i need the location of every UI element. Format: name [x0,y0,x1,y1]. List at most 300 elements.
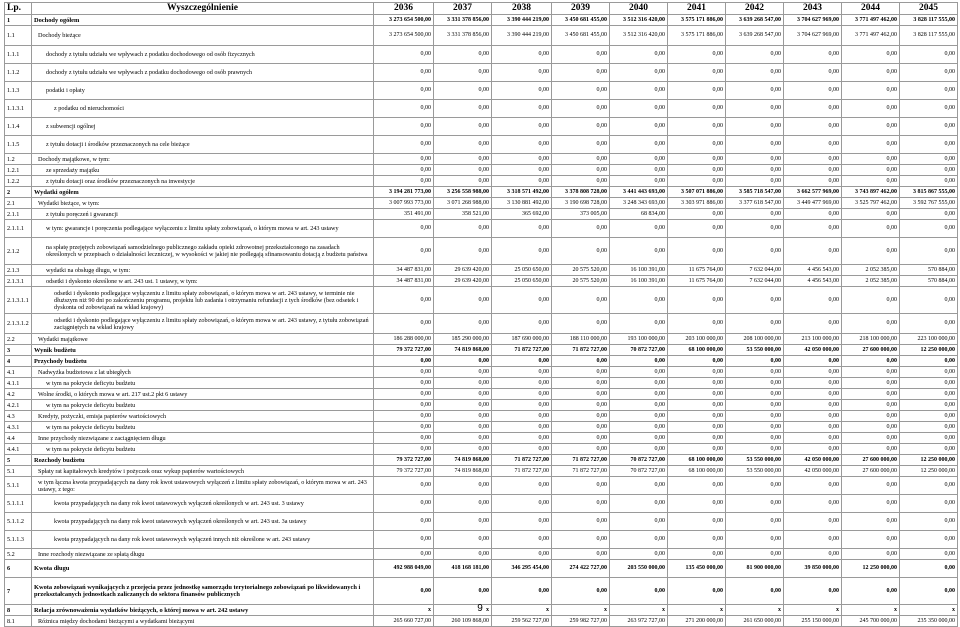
value-cell: 71 872 727,00 [492,466,552,477]
value-cell: 0,00 [784,389,842,400]
row-description: z podatku od nieruchomości [32,100,374,118]
value-cell: 0,00 [552,238,610,265]
table-row [5,400,958,411]
value-cell: 0,00 [842,209,900,220]
value-cell: 0,00 [784,238,842,265]
value-cell: 0,00 [434,477,492,495]
table-row [5,334,958,345]
value-cell: 0,00 [610,314,668,334]
value-cell: 0,00 [374,64,434,82]
row-description: Kredyty, pożyczki, emisja papierów wartościowych [32,411,374,422]
value-cell: 0,00 [668,378,726,389]
value-cell: 0,00 [726,154,784,165]
table-row [5,466,958,477]
value-cell: 0,00 [900,82,958,100]
value-cell: 0,00 [374,154,434,165]
table-row [5,560,958,578]
value-cell: 0,00 [900,100,958,118]
value-cell: 0,00 [434,287,492,314]
value-cell: 0,00 [374,477,434,495]
table-row [5,100,958,118]
value-cell: 0,00 [668,433,726,444]
value-cell: 0,00 [374,495,434,513]
value-cell: 0,00 [842,422,900,433]
row-number: 1.2.2 [5,176,32,187]
row-description: Dochody ogółem [32,15,374,26]
value-cell: 71 872 727,00 [552,345,610,356]
value-cell: 203 550 000,00 [610,560,668,578]
value-cell: 0,00 [552,389,610,400]
value-cell: 0,00 [842,531,900,549]
value-cell: 0,00 [842,477,900,495]
value-cell: 0,00 [434,549,492,560]
row-number: 1.1.2 [5,64,32,82]
value-cell: 187 690 000,00 [492,334,552,345]
value-cell: 0,00 [842,220,900,238]
value-cell: 0,00 [668,422,726,433]
value-cell: 0,00 [900,578,958,605]
value-cell: 3 704 627 969,00 [784,15,842,26]
value-cell: 0,00 [726,578,784,605]
value-cell: x [434,605,492,616]
row-number: 5.2 [5,549,32,560]
value-cell: 0,00 [668,549,726,560]
row-description: kwota przypadających na dany rok kwot ustawowych wyłączeń innych niż określone w art. 243 ustawy [32,531,374,549]
value-cell: 0,00 [552,433,610,444]
value-cell: 3 303 971 886,00 [668,198,726,209]
value-cell: 3 450 681 455,00 [552,15,610,26]
row-number: 2.1.3.1.1 [5,287,32,314]
value-cell: 0,00 [784,64,842,82]
value-cell: 0,00 [492,314,552,334]
value-cell: 0,00 [784,367,842,378]
value-cell: 0,00 [842,411,900,422]
value-cell: 0,00 [668,578,726,605]
row-number: 4.2.1 [5,400,32,411]
row-number: 4.1.1 [5,378,32,389]
value-cell: 3 450 681 455,00 [552,26,610,46]
value-cell: 79 372 727,00 [374,455,434,466]
value-cell: 0,00 [374,165,434,176]
value-cell: 0,00 [726,389,784,400]
value-cell: 0,00 [726,176,784,187]
value-cell: 0,00 [842,238,900,265]
value-cell: 11 675 764,00 [668,276,726,287]
value-cell: 0,00 [784,433,842,444]
value-cell: 0,00 [374,238,434,265]
value-cell: 0,00 [668,176,726,187]
value-cell: 0,00 [784,531,842,549]
value-cell: 16 100 391,00 [610,265,668,276]
value-cell: 20 575 520,00 [552,265,610,276]
value-cell: 185 290 000,00 [434,334,492,345]
value-cell: 0,00 [552,220,610,238]
value-cell: 0,00 [434,531,492,549]
value-cell: 218 100 000,00 [842,334,900,345]
value-cell: 0,00 [492,531,552,549]
value-cell: 0,00 [668,513,726,531]
row-number: 2 [5,187,32,198]
value-cell: 0,00 [726,314,784,334]
value-cell: 0,00 [434,378,492,389]
row-number: 3 [5,345,32,356]
value-cell: x [784,605,842,616]
value-cell: 29 639 420,00 [434,265,492,276]
page-number: 9 [477,603,483,614]
header-row [5,3,958,15]
value-cell: 193 100 000,00 [610,334,668,345]
value-cell: 260 109 868,00 [434,616,492,627]
value-cell: x [552,605,610,616]
table-row [5,578,958,605]
value-cell: 0,00 [552,136,610,154]
value-cell: 0,00 [610,578,668,605]
value-cell: 11 675 764,00 [668,265,726,276]
value-cell: 0,00 [610,220,668,238]
value-cell: 0,00 [374,378,434,389]
value-cell: 0,00 [900,513,958,531]
value-cell: 0,00 [610,400,668,411]
table-body [5,15,958,627]
value-cell: 0,00 [784,314,842,334]
table-row [5,154,958,165]
value-cell: 0,00 [784,444,842,455]
row-number: 5.1.1.1 [5,495,32,513]
value-cell: 0,00 [668,531,726,549]
row-number: 7 [5,578,32,605]
value-cell: x [842,605,900,616]
value-cell: 7 632 044,00 [726,265,784,276]
value-cell: 203 100 000,00 [668,334,726,345]
value-cell: 71 872 727,00 [492,455,552,466]
value-cell: 0,00 [900,400,958,411]
value-cell: 0,00 [842,314,900,334]
forecast-table [4,2,958,627]
value-cell: 3 390 444 219,00 [492,15,552,26]
value-cell: 3 248 343 693,00 [610,198,668,209]
value-cell: 0,00 [610,389,668,400]
value-cell: 0,00 [726,209,784,220]
value-cell: 0,00 [900,477,958,495]
row-number: 1 [5,15,32,26]
value-cell: 0,00 [726,287,784,314]
value-cell: 0,00 [492,549,552,560]
value-cell: 0,00 [552,82,610,100]
value-cell: 3 331 378 856,00 [434,26,492,46]
table-row [5,15,958,26]
value-cell: 0,00 [552,411,610,422]
value-cell: 71 872 727,00 [552,466,610,477]
value-cell: 0,00 [900,389,958,400]
value-cell: 70 872 727,00 [610,345,668,356]
table-row [5,220,958,238]
value-cell: 0,00 [668,400,726,411]
value-cell: 3 662 577 969,00 [784,187,842,198]
value-cell: 0,00 [900,367,958,378]
table-row [5,209,958,220]
value-cell: 70 872 727,00 [610,455,668,466]
value-cell: 42 050 000,00 [784,345,842,356]
value-cell: 0,00 [726,433,784,444]
row-number: 2.2 [5,334,32,345]
value-cell: 0,00 [374,220,434,238]
value-cell: 0,00 [900,46,958,64]
value-cell: 418 168 181,00 [434,560,492,578]
value-cell: 0,00 [784,400,842,411]
value-cell: 3 390 444 219,00 [492,26,552,46]
table-row [5,46,958,64]
value-cell: 0,00 [610,367,668,378]
row-description: Różnica między dochodami bieżącymi a wydatkami bieżącymi [32,616,374,627]
value-cell: 0,00 [610,118,668,136]
value-cell: 0,00 [842,367,900,378]
value-cell: 0,00 [726,400,784,411]
row-number: 1.1.5 [5,136,32,154]
value-cell: 3 828 117 555,00 [900,15,958,26]
value-cell: 0,00 [610,356,668,367]
value-cell: 0,00 [492,400,552,411]
row-number: 1.1.1 [5,46,32,64]
value-cell: 255 150 000,00 [784,616,842,627]
table-row [5,118,958,136]
value-cell: 0,00 [552,165,610,176]
value-cell: 68 100 000,00 [668,455,726,466]
table-row [5,531,958,549]
value-cell: 0,00 [784,477,842,495]
table-row [5,82,958,100]
table-row [5,314,958,334]
value-cell: 0,00 [492,64,552,82]
table-row [5,356,958,367]
row-description: dochody z tytułu udziału we wpływach z podatku dochodowego od osób prawnych [32,64,374,82]
value-cell: 20 575 520,00 [552,276,610,287]
value-cell: 0,00 [668,165,726,176]
value-cell: 0,00 [610,422,668,433]
value-cell: 492 988 049,00 [374,560,434,578]
header-year: 2040 [610,3,668,15]
value-cell: 3 273 654 500,00 [374,15,434,26]
value-cell: 0,00 [900,356,958,367]
row-description: kwota przypadających na dany rok kwot ustawowych wyłączeń określonych w art. 243 ust. 3 ustawy [32,495,374,513]
row-description: Inne rozchody niezwiązane ze spłatą długu [32,549,374,560]
value-cell: 3 575 171 886,00 [668,15,726,26]
value-cell: 0,00 [842,400,900,411]
value-cell: 3 507 071 886,00 [668,187,726,198]
value-cell: 42 050 000,00 [784,466,842,477]
row-description: Wydatki bieżące, w tym: [32,198,374,209]
value-cell: 0,00 [374,444,434,455]
value-cell: 0,00 [492,82,552,100]
value-cell: 0,00 [492,154,552,165]
value-cell: 0,00 [610,495,668,513]
value-cell: 0,00 [842,136,900,154]
value-cell: 0,00 [610,444,668,455]
value-cell: 0,00 [784,176,842,187]
table-row [5,495,958,513]
value-cell: 4 456 543,00 [784,276,842,287]
value-cell: 0,00 [434,411,492,422]
value-cell: 0,00 [610,100,668,118]
row-number: 5.1.1 [5,477,32,495]
value-cell: 0,00 [784,378,842,389]
value-cell: 12 250 000,00 [842,560,900,578]
value-cell: 0,00 [374,411,434,422]
value-cell: 0,00 [492,433,552,444]
value-cell: 0,00 [434,154,492,165]
value-cell: 0,00 [610,513,668,531]
value-cell: 373 005,00 [552,209,610,220]
value-cell: 0,00 [842,356,900,367]
value-cell: 0,00 [842,444,900,455]
value-cell: 0,00 [668,209,726,220]
row-number: 2.1.1.1 [5,220,32,238]
row-description: z tytułu dotacji i środków przeznaczonych na cele bieżące [32,136,374,154]
value-cell: 0,00 [434,118,492,136]
value-cell: 0,00 [668,411,726,422]
value-cell: 0,00 [900,444,958,455]
value-cell: 0,00 [668,314,726,334]
row-description: z tytułu dotacji oraz środków przeznaczonych na inwestycje [32,176,374,187]
value-cell: 0,00 [900,238,958,265]
value-cell: 0,00 [434,314,492,334]
value-cell: 223 100 000,00 [900,334,958,345]
table-row [5,444,958,455]
value-cell: 0,00 [552,495,610,513]
value-cell: 0,00 [374,176,434,187]
value-cell: 0,00 [668,287,726,314]
value-cell: 0,00 [900,549,958,560]
header-description: Wyszczególnienie [32,3,374,15]
value-cell: 3 639 268 547,00 [726,15,784,26]
value-cell: 0,00 [668,238,726,265]
value-cell: 0,00 [726,136,784,154]
row-description: odsetki i dyskonto podlegające wyłączeniu z limitu spłaty zobowiązań, o którym mowa w art. 243 ustawy, z tytułu zobowiązań zaciągniętych na wkład krajowy [32,314,374,334]
value-cell: 0,00 [610,378,668,389]
value-cell: 3 575 171 886,00 [668,26,726,46]
value-cell: 0,00 [552,356,610,367]
value-cell: 0,00 [668,46,726,64]
value-cell: 0,00 [668,136,726,154]
table-row [5,513,958,531]
value-cell: 0,00 [434,136,492,154]
row-number: 2.1.2 [5,238,32,265]
value-cell: 0,00 [900,531,958,549]
value-cell: 0,00 [726,422,784,433]
value-cell: 0,00 [434,220,492,238]
value-cell: 263 972 727,00 [610,616,668,627]
value-cell: 0,00 [842,82,900,100]
value-cell: 271 200 000,00 [668,616,726,627]
table-row [5,422,958,433]
value-cell: 0,00 [610,411,668,422]
row-number: 4 [5,356,32,367]
value-cell: 0,00 [784,356,842,367]
value-cell: 0,00 [610,154,668,165]
value-cell: 0,00 [784,118,842,136]
value-cell: 0,00 [726,549,784,560]
value-cell: 259 562 727,00 [492,616,552,627]
value-cell: 70 872 727,00 [610,466,668,477]
value-cell: 0,00 [610,46,668,64]
value-cell: 0,00 [374,287,434,314]
value-cell: 0,00 [726,64,784,82]
value-cell: 0,00 [668,389,726,400]
value-cell: x [900,605,958,616]
table-row [5,265,958,276]
value-cell: 0,00 [668,220,726,238]
value-cell: 0,00 [434,389,492,400]
value-cell: 0,00 [492,220,552,238]
value-cell: 0,00 [842,287,900,314]
value-cell: 3 512 316 420,00 [610,15,668,26]
value-cell: 0,00 [610,82,668,100]
row-description: odsetki i dyskonto określone w art. 243 ust. 1 ustawy, w tym: [32,276,374,287]
value-cell: 0,00 [492,367,552,378]
value-cell: 0,00 [492,378,552,389]
value-cell: 0,00 [610,477,668,495]
value-cell: 0,00 [552,314,610,334]
table-row [5,345,958,356]
row-number: 8.1 [5,616,32,627]
value-cell: 0,00 [434,433,492,444]
value-cell: 188 110 000,00 [552,334,610,345]
value-cell: 0,00 [552,46,610,64]
value-cell: 27 600 000,00 [842,466,900,477]
value-cell: x [610,605,668,616]
value-cell: 245 700 000,00 [842,616,900,627]
row-description: Relacja zrównoważenia wydatków bieżących, o której mowa w art. 242 ustawy [32,605,374,616]
value-cell: 0,00 [900,176,958,187]
table-row [5,616,958,627]
value-cell: x [726,605,784,616]
value-cell: 3 592 767 555,00 [900,198,958,209]
row-number: 5 [5,455,32,466]
value-cell: 0,00 [900,154,958,165]
value-cell: 0,00 [552,578,610,605]
value-cell: 3 771 497 462,00 [842,15,900,26]
value-cell: 0,00 [552,444,610,455]
value-cell: 0,00 [784,82,842,100]
value-cell: 34 487 831,00 [374,276,434,287]
value-cell: 0,00 [434,422,492,433]
value-cell: 0,00 [434,513,492,531]
value-cell: 0,00 [726,495,784,513]
value-cell: 71 872 727,00 [492,345,552,356]
row-description: Rozchody budżetu [32,455,374,466]
row-description: wydatki na obsługę długu, w tym: [32,265,374,276]
value-cell: 0,00 [552,513,610,531]
row-number: 5.1.1.3 [5,531,32,549]
value-cell: 0,00 [784,495,842,513]
value-cell: 0,00 [492,477,552,495]
value-cell: 0,00 [784,513,842,531]
value-cell: 0,00 [552,176,610,187]
value-cell: 0,00 [552,367,610,378]
value-cell: 0,00 [900,422,958,433]
value-cell: 0,00 [668,356,726,367]
value-cell: 0,00 [726,220,784,238]
value-cell: 0,00 [610,136,668,154]
row-number: 2.1.3.1 [5,276,32,287]
value-cell: 0,00 [492,422,552,433]
value-cell: 0,00 [668,118,726,136]
header-year: 2045 [900,3,958,15]
value-cell: 0,00 [552,100,610,118]
value-cell: 0,00 [552,154,610,165]
row-description: Kwota zobowiązań wynikających z przejęcia przez jednostkę samorządu terytorialnego zobowiązań po likwidowanych i przekształcanych jednostkach zaliczanych do sektora finansów publicznych [32,578,374,605]
value-cell: 2 052 385,00 [842,265,900,276]
value-cell: 0,00 [842,165,900,176]
